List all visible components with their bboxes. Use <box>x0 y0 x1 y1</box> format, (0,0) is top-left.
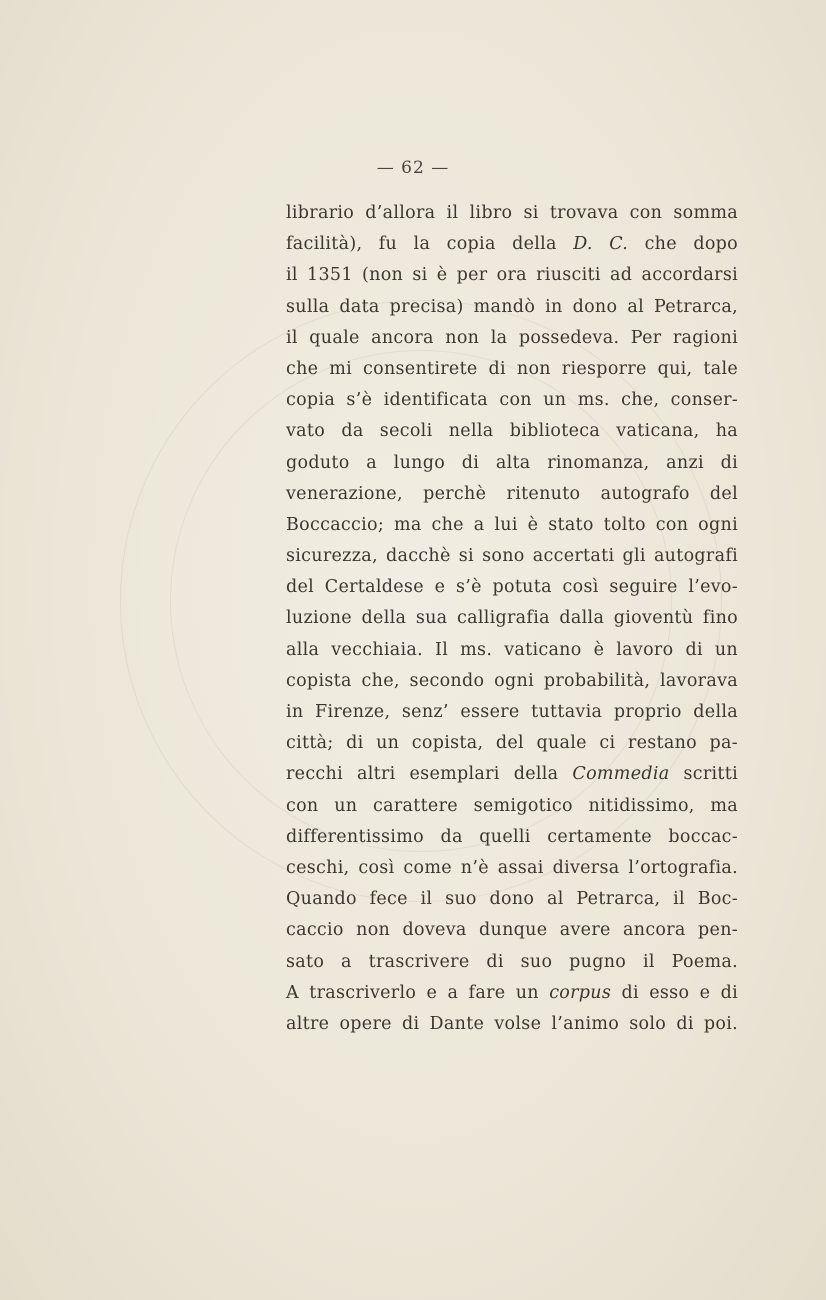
text-segment: del Certaldese e s’è potuta così seguire l’evo- <box>286 577 738 598</box>
text-segment: che mi consentirete di non riesporre qui, tale <box>286 358 738 379</box>
text-segment: Boccaccio; ma che a lui è stato tolto con ogni <box>286 514 738 535</box>
text-line <box>286 260 738 291</box>
text-line <box>286 853 738 884</box>
page-number: — 62 — <box>376 158 450 178</box>
text-line <box>286 354 738 385</box>
text-segment: di esso e di <box>611 982 738 1003</box>
text-line <box>286 416 738 447</box>
text-line <box>286 915 738 946</box>
text-line <box>286 1009 738 1040</box>
text-line <box>286 822 738 853</box>
text-segment: in Firenze, senz’ essere tuttavia proprio della <box>286 702 738 722</box>
text-line <box>286 728 738 759</box>
text-line <box>286 666 738 697</box>
text-segment: copia s’è identificata con un ms. che, conser- <box>286 390 738 411</box>
text-segment: luzione della sua calligrafia dalla gioventù fino <box>286 608 738 629</box>
text-line <box>286 198 738 229</box>
text-line <box>286 479 738 510</box>
text-segment: venerazione, perchè ritenuto autografo del <box>286 483 738 504</box>
text-line <box>286 635 738 666</box>
text-segment: con un carattere semigotico nitidissimo, ma <box>286 795 738 816</box>
text-segment: vato da secoli nella biblioteca vaticana, ha <box>286 421 738 442</box>
text-segment: differentissimo da quelli certamente boccac- <box>286 826 738 847</box>
text-segment: altre opere di Dante volse l’animo solo di poi. <box>286 1013 738 1034</box>
text-segment: ceschi, così come n’è assai diversa l’ortografia. <box>286 857 738 878</box>
text-segment: recchi altri esemplari della <box>286 764 573 785</box>
text-segment: che dopo <box>628 234 738 255</box>
text-line <box>286 759 738 790</box>
text-line <box>286 697 738 728</box>
text-line <box>286 884 738 915</box>
text-segment: A trascriverlo e a fare un <box>286 982 550 1003</box>
italic-title: corpus <box>549 982 612 1003</box>
body-text <box>286 198 738 1040</box>
text-line <box>286 229 738 260</box>
text-segment: Quando fece il suo dono al Petrarca, il Boc- <box>286 889 738 910</box>
text-segment: copista che, secondo ogni probabilità, lavorava <box>286 670 738 691</box>
text-segment: scritti <box>669 764 738 785</box>
text-line <box>286 541 738 572</box>
text-segment: sulla data precisa) mandò in dono al Petrarca, <box>286 296 738 317</box>
text-segment: sato a trascrivere di suo pugno il Poema. <box>286 951 738 972</box>
text-line <box>286 791 738 822</box>
italic-title: D. C. <box>573 234 629 255</box>
text-segment: città; di un copista, del quale ci restano pa- <box>286 733 738 754</box>
text-line <box>286 572 738 603</box>
text-line <box>286 292 738 323</box>
text-line <box>286 323 738 354</box>
text-segment: il 1351 (non si è per ora riusciti ad accordarsi <box>286 265 738 286</box>
text-line <box>286 603 738 634</box>
text-line <box>286 947 738 978</box>
text-segment: goduto a lungo di alta rinomanza, anzi di <box>286 452 738 473</box>
text-segment: sicurezza, dacchè si sono accertati gli autografi <box>286 546 738 567</box>
text-segment: facilità), fu la copia della <box>286 234 574 255</box>
text-segment: il quale ancora non la possedeva. Per ragioni <box>286 327 738 348</box>
text-line <box>286 510 738 541</box>
text-line <box>286 448 738 479</box>
italic-title: Commedia <box>572 764 670 785</box>
text-line <box>286 978 738 1009</box>
text-segment: caccio non doveva dunque avere ancora pen- <box>286 920 738 941</box>
text-segment: alla vecchiaia. Il ms. vaticano è lavoro di un <box>286 639 738 660</box>
text-segment: librario d’allora il libro si trovava con somma <box>286 203 738 223</box>
text-line <box>286 385 738 416</box>
